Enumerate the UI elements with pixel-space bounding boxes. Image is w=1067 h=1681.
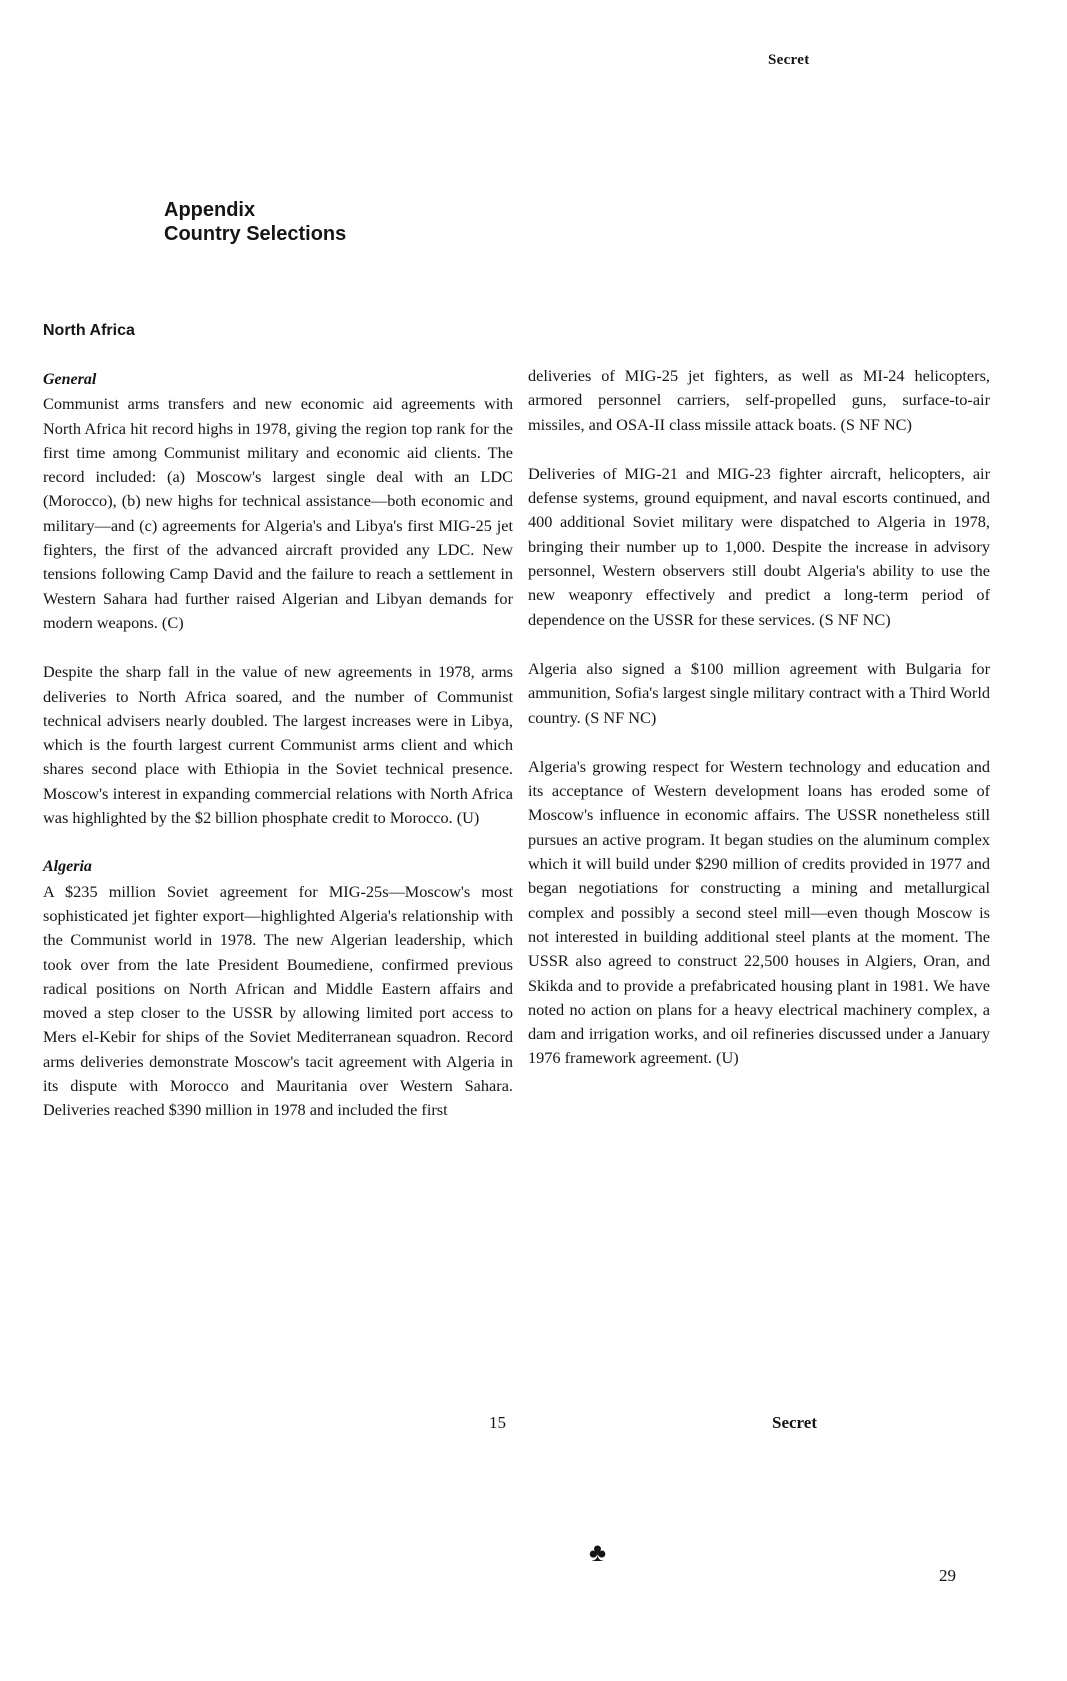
club-marker-icon: ♣ [589, 1538, 607, 1567]
classification-marking-top: Secret [768, 52, 810, 68]
algeria-subheading: Algeria [43, 858, 92, 876]
paragraph: Despite the sharp fall in the value of new agreements in 1978, arms deliveries to North Africa soared, and the number of Communist technical advisers nearly doubled. The largest increases were in Libya, which is the fourth largest current Communist arms client and which shares second place with Ethiopia in the Soviet technical presence. Moscow's interest in expanding commercial relations with North Africa was highlighted by the $2 billion phosphate credit to Morocco. (U) [43, 662, 513, 828]
paragraph: A $235 million Soviet agreement for MIG-25s—Moscow's most sophisticated jet fighter export—highlighted Algeria's relationship with the Communist world in 1978. The new Algerian leadership, which took over from the late President Boumediene, confirmed previous radical positions on North African and Middle Eastern affairs and moved a step closer to the USSR by allowing limited port access to Mers el-Kebir for ships of the Soviet Mediterranean squadron. Record arms deliveries demonstrate Moscow's tacit agreement with Algeria in its dispute with Morocco and Mauritania over Western Sahara. Deliveries reached $390 million in 1978 and included the first [43, 881, 513, 1120]
general-subheading: General [43, 371, 97, 388]
appendix-title-line-1: Appendix [164, 199, 256, 221]
paragraph: Algeria's growing respect for Western technology and education and its acceptance of Western development loans has eroded some of Moscow's influence in economic affairs. The USSR nonetheless still pursues an active program. It began studies on the aluminum complex which it will build under $290 million of credits provided in 1977 and began negotiations for constructing a mining and metallurgical complex and possibly a second steel mill—even though Moscow is not interested in building additional steel plants at the moment. The USSR also agreed to construct 22,500 houses in Algiers, Oran, and Skikda and to provide a prefabricated housing plant in 1981. We have noted no action on plans for a heavy electrical machinery complex, a dam and irrigation works, and oil refineries discussed under a January 1976 framework agreement. (U) [528, 756, 990, 1068]
paragraph: Algeria also signed a $100 million agreement with Bulgaria for ammunition, Sofia's largest single military contract with a Third World country. (S NF NC) [528, 658, 990, 727]
sheet-number: 29 [939, 1566, 956, 1585]
paragraph: deliveries of MIG-25 jet fighters, as well as MI-24 helicopters, armored personnel carriers, self-propelled guns, surface-to-air missiles, and OSA-II class missile attack boats. (S NF NC) [528, 366, 990, 434]
appendix-title [164, 198, 346, 246]
section-heading: North Africa [43, 322, 135, 339]
classification-marking-bottom: Secret [772, 1413, 817, 1432]
paragraph: Deliveries of MIG-21 and MIG-23 fighter aircraft, helicopters, air defense systems, ground equipment, and naval escorts continued, and 400 additional Soviet military were dispatched to Algeria in 1978, bringing their number up to 1,000. Despite the increase in advisory personnel, Western observers still doubt Algeria's ability to use the new weaponry effectively and predict a long-term period of dependence on the USSR for these services. (S NF NC) [528, 463, 990, 629]
left-column [43, 368, 513, 1148]
appendix-title-line-2: Country Selections [164, 223, 347, 245]
right-column [528, 364, 990, 1096]
page-number: 15 [489, 1413, 506, 1432]
paragraph: Communist arms transfers and new economic aid agreements with North Africa hit record highs in 1978, giving the region top rank for the first time among Communist military and economic aid clients. The record included: (a) Moscow's largest single deal with an LDC (Morocco), (b) new highs for technical assistance—both economic and military—and (c) agreements for Algeria's and Libya's first MIG-25 jet fighters, the first of the advanced aircraft provided any LDC. New tensions following Camp David and the failure to reach a settlement in Western Sahara had further raised Algerian and Libyan demands for modern weapons. (C) [43, 394, 513, 632]
